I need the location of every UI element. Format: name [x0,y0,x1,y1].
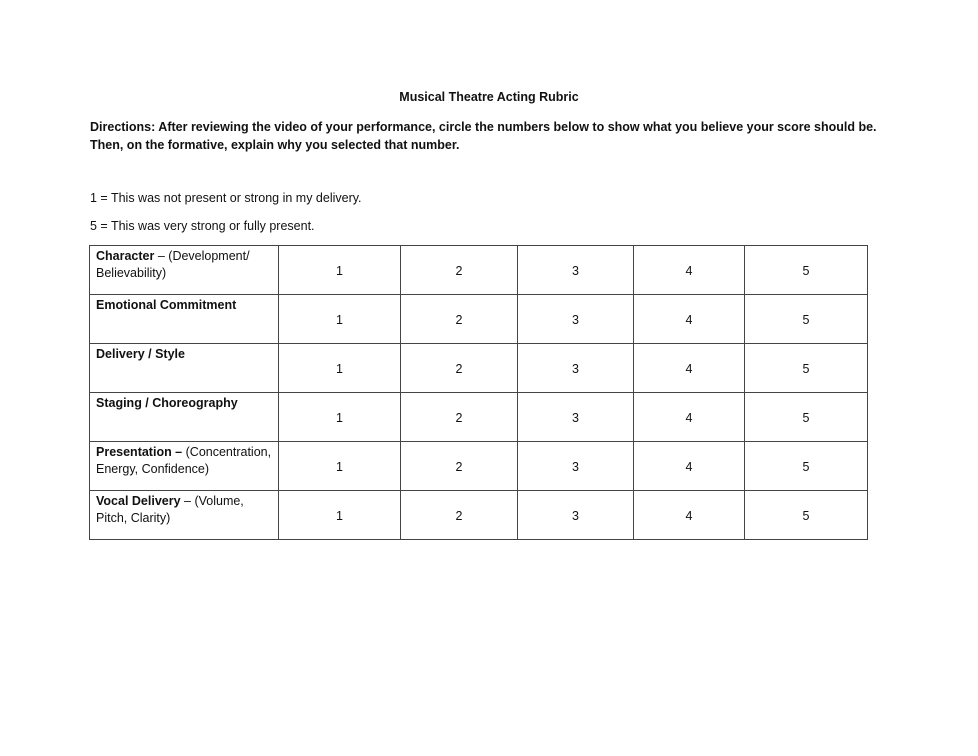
score-4[interactable]: 4 [634,393,745,442]
score-3[interactable]: 3 [518,442,634,491]
criterion-detail: (Development/ Believability) [96,249,250,280]
score-5[interactable]: 5 [745,344,868,393]
criterion-cell [90,295,279,344]
criterion-cell [90,246,279,295]
criterion-name: Vocal Delivery [96,494,181,508]
score-1[interactable]: 1 [279,491,401,540]
criterion-name: Delivery / Style [96,347,185,361]
score-4[interactable]: 4 [634,295,745,344]
score-5[interactable]: 5 [745,442,868,491]
criterion-name: Character [96,249,155,263]
score-3[interactable]: 3 [518,393,634,442]
score-1[interactable]: 1 [279,393,401,442]
score-5[interactable]: 5 [745,491,868,540]
score-4[interactable]: 4 [634,246,745,295]
score-1[interactable]: 1 [279,246,401,295]
criterion-cell [90,344,279,393]
criterion-cell [90,491,279,540]
score-2[interactable]: 2 [401,393,518,442]
rubric-row-delivery-style [90,344,868,393]
criterion-separator: – [154,249,169,263]
criterion-name: Emotional Commitment [96,298,237,312]
score-2[interactable]: 2 [401,344,518,393]
score-3[interactable]: 3 [518,295,634,344]
criterion-detail: (Volume, Pitch, Clarity) [96,494,244,525]
rubric-row-presentation [90,442,868,491]
score-1[interactable]: 1 [279,442,401,491]
score-3[interactable]: 3 [518,246,634,295]
criterion-cell [90,442,279,491]
criterion-name: Staging / Choreography [96,396,238,410]
criterion-detail: (Concentration, Energy, Confidence) [96,445,272,476]
rubric-row-character [90,246,868,295]
rubric-row-emotional-commitment [90,295,868,344]
scale-low-description: 1 = This was not present or strong in my delivery. [90,191,362,205]
criterion-name: Presentation – [96,445,183,459]
scale-high-description: 5 = This was very strong or fully present. [90,219,315,233]
score-5[interactable]: 5 [745,295,868,344]
score-4[interactable]: 4 [634,491,745,540]
criterion-separator: – [180,494,195,508]
score-3[interactable]: 3 [518,344,634,393]
score-4[interactable]: 4 [634,344,745,393]
rubric-table [89,245,868,540]
score-2[interactable]: 2 [401,491,518,540]
score-1[interactable]: 1 [279,295,401,344]
score-2[interactable]: 2 [401,295,518,344]
score-3[interactable]: 3 [518,491,634,540]
score-2[interactable]: 2 [401,246,518,295]
score-4[interactable]: 4 [634,442,745,491]
score-1[interactable]: 1 [279,344,401,393]
rubric-row-vocal-delivery [90,491,868,540]
page-title: Musical Theatre Acting Rubric [399,90,579,104]
rubric-row-staging-choreography [90,393,868,442]
score-5[interactable]: 5 [745,246,868,295]
score-5[interactable]: 5 [745,393,868,442]
score-2[interactable]: 2 [401,442,518,491]
directions-text: Directions: After reviewing the video of your performance, circle the numbers below to show what you believe your score should be. Then, on the formative, explain why you selected that number. [90,120,877,152]
criterion-cell [90,393,279,442]
